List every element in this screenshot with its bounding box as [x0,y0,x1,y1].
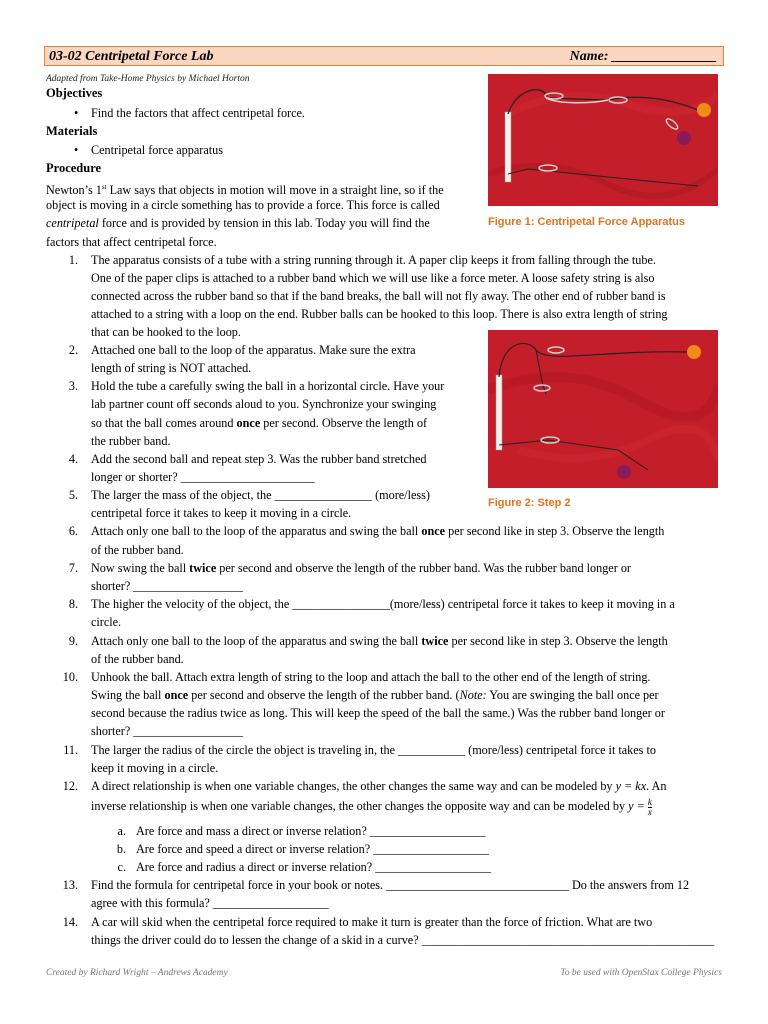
step-number: 6. [68,524,78,538]
step-number: 11. [63,743,78,757]
step-3-line: so that the ball comes around once per second. Observe the length of [91,416,428,430]
document-header [44,46,724,66]
step-number: 3. [68,379,78,393]
figure-1-caption: Figure 1: Centripetal Force Apparatus [488,216,686,228]
sub-item-letter: c. [117,860,126,874]
objectives-heading: Objectives [46,86,103,100]
procedure-heading: Procedure [46,161,102,175]
step-1-line: attached to a string with a loop on the end. Rubber balls can be hooked to this loop. There is also extra length of string [91,307,668,321]
step-number: 7. [68,561,78,575]
step-1-line: One of the paper clips is attached to a rubber band which we will use like a force meter. A loose safety string is also [91,271,655,285]
intro-line-3: centripetal force and is provided by tension in this lab. Today you will find the [46,216,430,230]
step-3-line: the rubber band. [91,434,171,448]
bullet-icon: • [74,143,79,157]
step-2-line: length of string is NOT attached. [91,361,252,375]
step-10-line: Unhook the ball. Attach extra length of string to the loop and attach the ball to the other end of the length of string. [91,670,651,684]
fraction-k-over-x: $\frac{k}{x}$ [647,796,652,817]
step-number: 14. [62,915,78,929]
step-1-line: that can be hooked to the loop. [91,325,241,339]
step-9-line: of the rubber band. [91,652,184,666]
materials-heading: Materials [46,124,98,138]
materials-item: Centripetal force apparatus [91,143,223,157]
apparatus-illustration [488,74,718,206]
sub-item-question: Are force and radius a direct or inverse relation? ___________________ [136,860,492,874]
step-8-line: The higher the velocity of the object, the ________________(more/less) centripetal force it takes to keep it moving in a [91,597,675,611]
bullet-icon: • [74,106,79,120]
step-10-line: shorter? __________________ [91,724,243,738]
step-5-line: centripetal force it takes to keep it moving in a circle. [91,506,352,520]
step-number: 13. [62,878,78,892]
intro-line-2: object is moving in a circle something has to provide a force. This force is called [46,198,440,212]
step-number: 8. [68,597,78,611]
step-14-line: A car will skid when the centripetal force required to make it turn is greater than the force of friction. What are two [91,915,653,929]
step-3-line: Hold the tube a carefully swing the ball in a horizontal circle. Have your [91,379,445,393]
step-number: 1. [68,253,78,267]
step-number: 2. [68,343,78,357]
figure-1-photo [488,74,718,206]
step-2-line: Attached one ball to the loop of the apparatus. Make sure the extra [91,343,416,357]
intro-line-4: factors that affect centripetal force. [46,235,217,249]
step-12-line: inverse relationship is when one variable changes, the other changes the opposite way and can be modeled by y = $\frac{k}{x}$ [91,796,652,817]
step-1-line: The apparatus consists of a tube with a string running through it. A paper clip keeps it from falling through the tube. [91,253,656,267]
document-title: 03-02 Centripetal Force Lab [49,49,214,64]
step-2-illustration [488,330,718,488]
sub-item-letter: b. [116,842,126,856]
footer-credit: Created by Richard Wright – Andrews Academy [46,968,228,978]
step-9-line: Attach only one ball to the loop of the apparatus and swing the ball twice per second like in step 3. Observe the length [91,634,668,648]
step-12-line: A direct relationship is when one variable changes, the other changes the same way and can be modeled by y = kx. An [91,779,667,793]
step-3-line: lab partner count off seconds aloud to you. Synchronize your swinging [91,397,437,411]
step-7-line: shorter? __________________ [91,579,243,593]
figure-2-photo [488,330,718,488]
figure-2-caption: Figure 2: Step 2 [488,497,571,509]
step-number: 4. [68,452,78,466]
step-10-line: Swing the ball once per second and observe the length of the rubber band. (Note: You are swinging the ball once per [91,688,659,702]
name-field-label: Name: _______________ [569,49,717,64]
adapted-credit: Adapted from Take-Home Physics by Michael Horton [46,74,250,84]
sub-item-question: Are force and mass a direct or inverse relation? ___________________ [136,824,486,838]
step-7-line: Now swing the ball twice per second and observe the length of the rubber band. Was the rubber band longer or [91,561,631,575]
step-number: 9. [68,634,78,648]
step-11-line: The larger the radius of the circle the object is traveling in, the ___________ (more/less) centripetal force it takes to [91,743,656,757]
step-13-line: Find the formula for centripetal force in your book or notes. ______________________________ Do the answers from 12 [91,878,690,892]
step-10-line: second because the radius twice as long. This will keep the speed of the ball the same.) Was the rubber band longer or [91,706,665,720]
step-11-line: keep it moving in a circle. [91,761,219,775]
objective-item: Find the factors that affect centripetal force. [91,106,305,120]
step-number: 12. [62,779,78,793]
step-1-line: connected across the rubber band so that if the band breaks, the ball will not fly away. The other end of rubber band is [91,289,666,303]
sub-item-question: Are force and speed a direct or inverse relation? ___________________ [136,842,489,856]
intro-line-1: Newton’s 1st Law says that objects in motion will move in a straight line, so if the [46,183,444,198]
step-4-line: longer or shorter? ______________________ [91,470,315,484]
step-14-line: things the driver could do to lessen the change of a skid in a curve? ________________________________________________ [91,933,715,947]
step-6-line: Attach only one ball to the loop of the apparatus and swing the ball once per second like in step 3. Observe the length [91,524,665,538]
step-5-line: The larger the mass of the object, the ________________ (more/less) [91,488,430,502]
footer-note: To be used with OpenStax College Physics [560,968,722,978]
step-number: 10. [62,670,78,684]
step-13-line: agree with this formula? ___________________ [91,896,329,910]
step-number: 5. [68,488,78,502]
sub-item-letter: a. [117,824,126,838]
step-6-line: of the rubber band. [91,543,184,557]
step-4-line: Add the second ball and repeat step 3. Was the rubber band stretched [91,452,427,466]
step-8-line: circle. [91,615,122,629]
